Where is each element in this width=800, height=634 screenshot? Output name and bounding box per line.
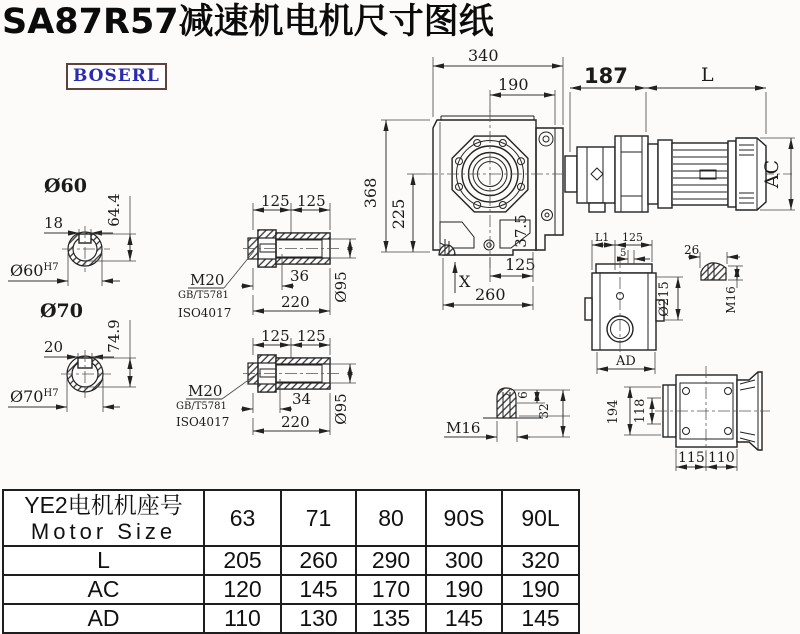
- dim-front-125: 125: [505, 255, 536, 274]
- cell-L-90L: 320: [502, 546, 579, 575]
- dim-side-125: 125: [622, 231, 643, 244]
- dim-motortop-118: 118: [633, 398, 648, 424]
- cell-L-71: 260: [281, 546, 356, 575]
- table-header-row: [3, 490, 579, 546]
- dim-front-260: 260: [475, 285, 506, 304]
- table-row-L: [3, 546, 579, 575]
- dim-side-215: Ø215: [657, 281, 672, 317]
- label-hollow2-std1: GB/T5781: [176, 401, 227, 412]
- dim-motortop-110: 110: [708, 450, 735, 466]
- label-hollow2-bolt: M20: [188, 382, 223, 400]
- dim-hollow2-dia: Ø95: [332, 393, 350, 425]
- col-80: 80: [356, 490, 426, 546]
- dim-shaft60-title: Ø60: [44, 175, 87, 197]
- dim-hollow1-dia: Ø95: [332, 271, 350, 303]
- cell-AD-63: 110: [204, 604, 281, 633]
- cell-AD-90L: 145: [502, 604, 579, 633]
- view-gearbox-side: [585, 231, 683, 374]
- label-hollow2-std2: ISO4017: [176, 415, 230, 429]
- dim-shaft60-keywidth: 18: [44, 214, 64, 232]
- dim-hollow1-slot: 36: [290, 267, 310, 285]
- dim-keybot-M16: M16: [446, 419, 481, 437]
- detail-key-plug-upper: [684, 243, 743, 314]
- dim-keybot-6: 6: [516, 391, 530, 399]
- dim-motortop-194: 194: [606, 399, 621, 425]
- cell-AC-80: 170: [356, 575, 426, 604]
- col-90L: 90L: [502, 490, 579, 546]
- col-90S: 90S: [426, 490, 502, 546]
- dim-assembly-AC: AC: [761, 159, 783, 189]
- label-hollow1-std1: GB/T5781: [178, 290, 229, 301]
- cell-AC-90L: 190: [502, 575, 579, 604]
- cell-AD-80: 135: [356, 604, 426, 633]
- dim-hollow2-125a: 125: [261, 327, 290, 345]
- col-63: 63: [204, 490, 281, 546]
- view-shaft-60: [8, 175, 136, 286]
- dim-hollow2-len: 220: [281, 413, 310, 431]
- row-label-AC: AC: [3, 575, 204, 604]
- dim-hollow2-slot: 34: [292, 390, 312, 408]
- label-hollow1-bolt: M20: [190, 271, 225, 289]
- dim-shaft60-bore: $Ø60^{H7}$: [10, 261, 59, 280]
- cell-L-80: 290: [356, 546, 426, 575]
- row-label-AD: AD: [3, 604, 204, 633]
- detail-key-plug-lower: [444, 388, 570, 442]
- header-motor-size: [3, 490, 204, 546]
- dim-side-AD: AD: [616, 354, 636, 369]
- dim-keytop-26: 26: [684, 243, 700, 257]
- dim-assembly-L: L: [701, 64, 714, 86]
- dim-shaft70-height: 74.9: [105, 319, 123, 353]
- dim-hollow2-125b: 125: [297, 327, 326, 345]
- view-motor-top: [606, 366, 770, 471]
- dim-front-190: 190: [498, 75, 529, 94]
- cell-AD-90S: 145: [426, 604, 502, 633]
- dim-shaft70-title: Ø70: [40, 300, 83, 322]
- header-motor-size-cn: YE2电机机座号: [24, 492, 183, 519]
- dim-keybot-32: 32: [537, 403, 551, 419]
- table-row-AD: [3, 604, 579, 633]
- label-hollow1-std2: ISO4017: [178, 306, 232, 320]
- cell-AC-90S: 190: [426, 575, 502, 604]
- view-hollow-shaft-b: [176, 327, 356, 435]
- dim-shaft70-keywidth: 20: [44, 338, 64, 356]
- view-motor-assembly: [565, 64, 795, 212]
- cell-AD-71: 130: [281, 604, 356, 633]
- dim-front-368: 368: [361, 177, 380, 209]
- dim-keytop-M16: M16: [724, 286, 738, 314]
- col-71: 71: [281, 490, 356, 546]
- dim-hollow1-125a: 125: [261, 192, 290, 210]
- dim-assembly-187: 187: [584, 64, 628, 88]
- dim-front-340: 340: [468, 46, 499, 65]
- dim-front-225: 225: [389, 198, 408, 230]
- dim-side-L1: L1: [595, 231, 610, 244]
- dim-front-x: X: [459, 272, 471, 291]
- dim-side-5: 5: [620, 248, 627, 259]
- cell-AC-63: 120: [204, 575, 281, 604]
- cell-L-90S: 300: [426, 546, 502, 575]
- view-shaft-70: [8, 300, 136, 412]
- dim-shaft60-height: 64.4: [105, 193, 123, 227]
- cell-L-63: 205: [204, 546, 281, 575]
- dim-front-37-5: 37.5: [512, 214, 530, 248]
- dim-shaft70-bore: $Ø70^{H7}$: [10, 387, 59, 406]
- dim-hollow1-125b: 125: [297, 192, 326, 210]
- dim-motortop-115: 115: [678, 450, 705, 466]
- header-motor-size-en: Motor Size: [30, 518, 177, 544]
- motor-size-table: [2, 489, 580, 634]
- dim-hollow1-len: 220: [281, 293, 310, 311]
- brand-logo-text: BOSERL: [73, 66, 160, 86]
- row-label-L: L: [3, 546, 204, 575]
- view-hollow-shaft-a: [178, 192, 356, 320]
- page-title: SA87R57减速机电机尺寸图纸: [2, 2, 494, 42]
- table-row-AC: [3, 575, 579, 604]
- cell-AC-71: 145: [281, 575, 356, 604]
